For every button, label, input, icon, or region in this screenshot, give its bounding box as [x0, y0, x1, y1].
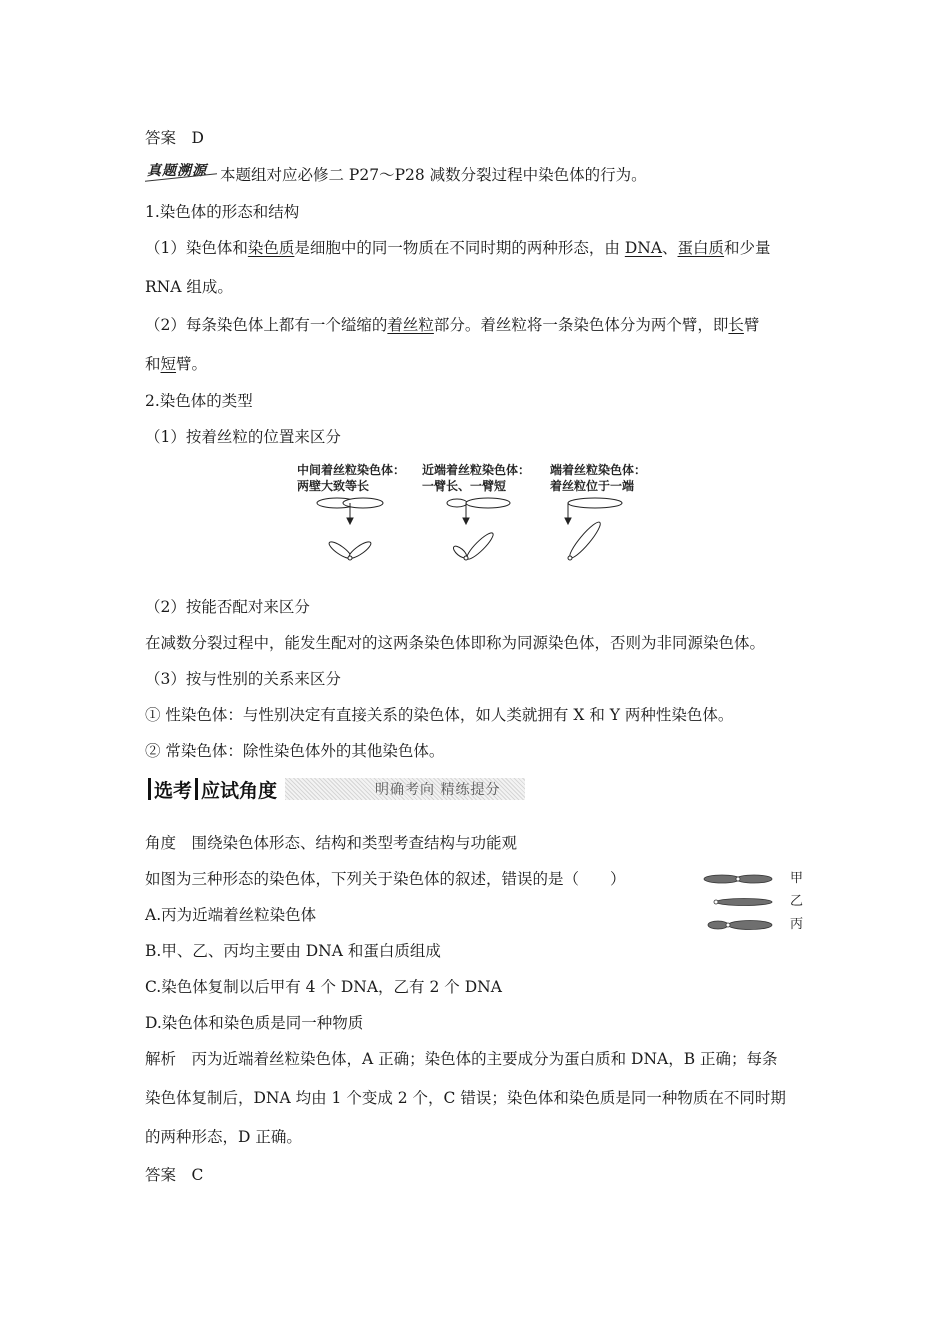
chromosome-bing-long-arm	[728, 921, 772, 930]
text: （1）染色体和	[145, 239, 248, 257]
chromosome-bing-short-arm	[708, 921, 728, 929]
option-a: A.丙为近端着丝粒染色体	[145, 906, 317, 924]
option-c: C.染色体复制以后甲有 4 个 DNA，乙有 2 个 DNA	[145, 978, 502, 996]
label-bing: 丙	[790, 917, 804, 932]
source-badge	[145, 160, 213, 178]
section-2-title: 2.染色体的类型	[145, 392, 253, 410]
header-right: 明确考向 精练提分	[375, 782, 501, 798]
analysis-line-1: 解析 丙为近端着丝粒染色体，A 正确；染色体的主要成分为蛋白质和 DNA，B 正确；每条	[145, 1050, 778, 1068]
answer-2: 答案 C	[145, 1166, 204, 1184]
chromosome-yi	[716, 899, 772, 906]
section-1-para-2-cont	[145, 354, 207, 374]
section-1-para-1	[145, 238, 771, 258]
diagram-label-3a: 端着丝粒染色体：	[550, 463, 647, 477]
diagram-label-2b: 一臂长、一臂短	[422, 479, 507, 493]
header-bar	[148, 778, 151, 800]
option-b: B.甲、乙、丙均主要由 DNA 和蛋白质组成	[145, 942, 441, 960]
source-badge-text: 真题溯源	[147, 163, 207, 179]
chromosome-bing-centromere	[726, 923, 730, 927]
diagram-label-2a: 近端着丝粒染色体：	[422, 463, 531, 477]
text: 是细胞中的同一物质在不同时期的两种形态，由	[294, 239, 625, 257]
header-left-1: 选考	[154, 779, 193, 802]
text: 和少量	[724, 239, 771, 257]
text: 和	[145, 355, 161, 373]
section-2-para-3: （3）按与性别的关系来区分	[145, 670, 341, 688]
question-stem: 如图为三种形态的染色体，下列关于染色体的叙述，错误的是（ ）	[145, 870, 626, 888]
header-left	[145, 775, 277, 803]
chromosome-diagram	[290, 490, 670, 570]
section-2-para-1: （1）按着丝粒的位置来区分	[145, 428, 341, 446]
telocentric-chromosome	[565, 498, 622, 561]
three-chromosomes-figure	[700, 870, 785, 935]
text: 臂	[743, 316, 760, 334]
source-text: 本题组对应必修二 P27～P28 减数分裂过程中染色体的行为。	[220, 166, 647, 184]
chromosome-jia-left-arm	[704, 875, 740, 883]
metacentric-chromosome	[317, 498, 383, 561]
blank: 长	[728, 316, 744, 334]
chromosome-jia-centromere	[736, 877, 740, 881]
blank: 染色质	[247, 239, 295, 257]
blank: 蛋白质	[677, 239, 725, 257]
blank: 着丝粒	[387, 316, 434, 334]
text: 、	[662, 239, 678, 257]
chromosome-yi-centromere	[714, 900, 718, 904]
section-header	[145, 775, 525, 803]
autosome-line: ② 常染色体：除性染色体外的其他染色体。	[145, 742, 445, 760]
label-yi: 乙	[790, 894, 804, 909]
text: 部分。着丝粒将一条染色体分为两个臂，即	[433, 316, 729, 334]
header-bar	[195, 778, 198, 800]
text: （2）每条染色体上都有一个缢缩的	[145, 316, 388, 334]
section-1-para-1-cont: RNA 组成。	[145, 278, 233, 296]
header-left-2: 应试角度	[201, 779, 278, 802]
label-jia: 甲	[790, 871, 804, 886]
diagram-label-1b: 两壁大致等长	[297, 479, 370, 493]
section-2-para-2: （2）按能否配对来区分	[145, 598, 310, 616]
diagram-label-1a: 中间着丝粒染色体：	[297, 463, 406, 477]
blank: 短	[160, 355, 177, 373]
section-1-para-2	[145, 315, 759, 335]
blank: DNA	[624, 239, 663, 257]
analysis-line-3: 的两种形态，D 正确。	[145, 1128, 302, 1146]
analysis-line-2: 染色体复制后，DNA 均由 1 个变成 2 个，C 错误；染色体和染色质是同一种物质在不同时期	[145, 1089, 786, 1107]
option-d: D.染色体和染色质是同一种物质	[145, 1014, 364, 1032]
angle-line: 角度 围绕染色体形态、结构和类型考查结构与功能观	[145, 834, 518, 852]
submetacentric-chromosome	[447, 498, 510, 562]
section-2-para-2-body: 在减数分裂过程中，能发生配对的这两条染色体即称为同源染色体，否则为非同源染色体。	[145, 634, 766, 652]
chromosome-jia-right-arm	[736, 875, 772, 883]
sex-chromosome-line: ① 性染色体：与性别决定有直接关系的染色体，如人类就拥有 X 和 Y 两种性染色体。	[145, 706, 734, 724]
section-1-title: 1.染色体的形态和结构	[145, 203, 300, 221]
diagram-label-3b: 着丝粒位于一端	[550, 479, 635, 493]
text: 臂。	[176, 355, 208, 373]
answer-1: 答案 D	[145, 129, 204, 147]
